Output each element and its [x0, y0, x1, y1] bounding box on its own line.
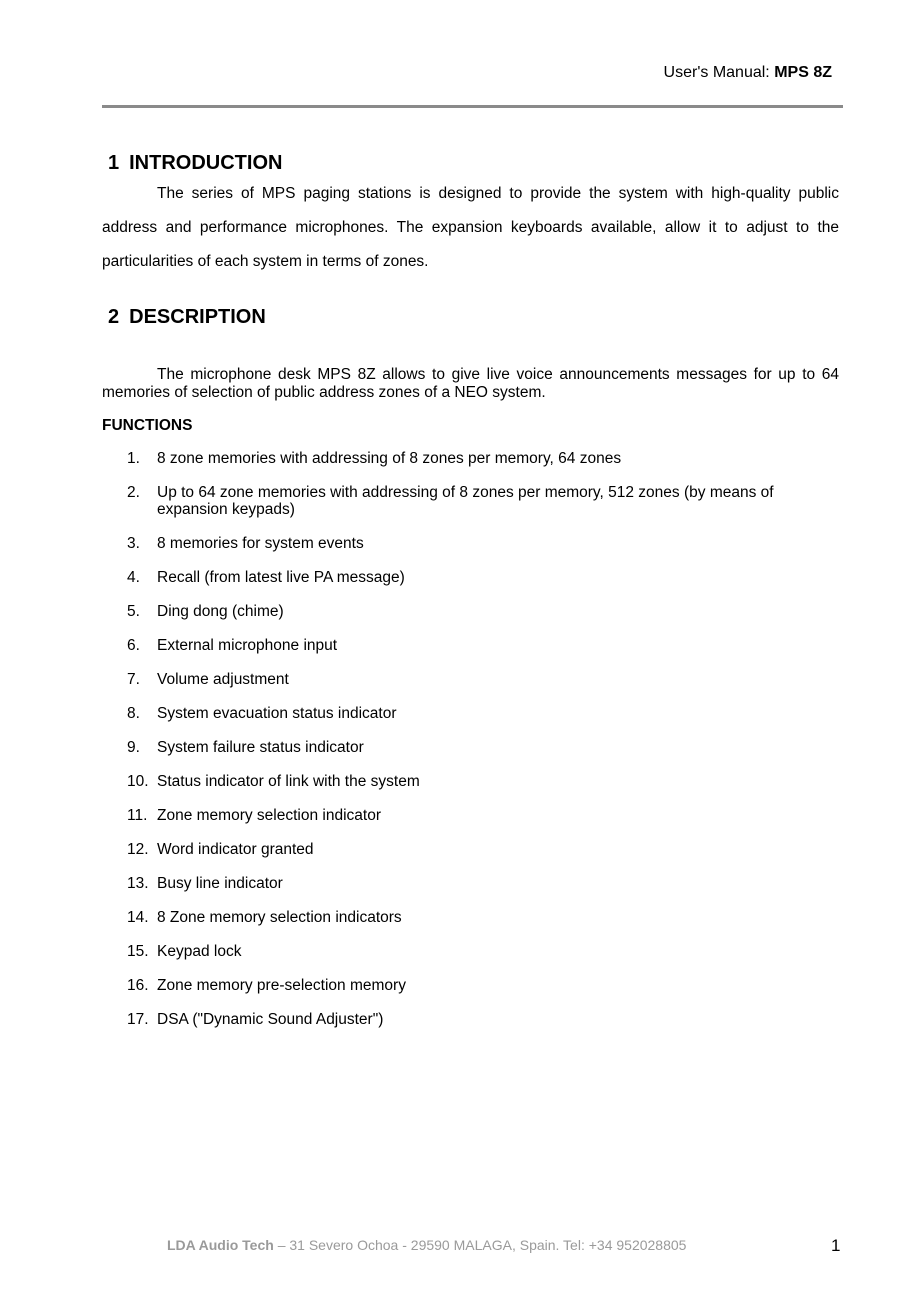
item-number: 6. — [127, 637, 140, 654]
list-item — [127, 705, 847, 722]
functions-list — [127, 450, 847, 1045]
list-item — [127, 637, 847, 654]
introduction-paragraph: The series of MPS paging stations is designed to provide the system with high-quality public address and performance microphones. The expansion keyboards available, allow it to adjust to the particularities of each system in terms of zones. — [102, 185, 839, 270]
item-text: External microphone input — [157, 637, 338, 654]
header-product: MPS 8Z — [774, 64, 832, 81]
item-text: Word indicator granted — [157, 841, 314, 858]
list-item — [127, 671, 847, 688]
item-text: 8 memories for system events — [157, 535, 364, 552]
footer-address: – 31 Severo Ochoa - 29590 MALAGA, Spain. Tel: +34 952028805 — [273, 1237, 687, 1253]
item-text: Ding dong (chime) — [157, 603, 284, 620]
section-heading-introduction — [108, 152, 282, 175]
list-item — [127, 875, 847, 892]
list-item — [127, 943, 847, 960]
item-number: 10. — [127, 773, 149, 790]
item-text: 8 Zone memory selection indicators — [157, 909, 402, 926]
section-number: 2 — [108, 306, 120, 328]
functions-heading: FUNCTIONS — [102, 417, 193, 434]
header-prefix: User's Manual: — [663, 64, 775, 81]
item-number: 17. — [127, 1011, 149, 1028]
item-number: 14. — [127, 909, 149, 926]
item-number: 2. — [127, 484, 140, 501]
page-footer — [167, 1237, 686, 1253]
item-number: 7. — [127, 671, 140, 688]
list-item — [127, 450, 847, 467]
list-item — [127, 773, 847, 790]
item-number: 3. — [127, 535, 140, 552]
item-text: Keypad lock — [157, 943, 242, 960]
item-text: Status indicator of link with the system — [157, 773, 420, 790]
item-number: 8. — [127, 705, 140, 722]
item-text: System evacuation status indicator — [157, 705, 397, 722]
footer-company: LDA Audio Tech — [167, 1237, 274, 1253]
item-text: Zone memory selection indicator — [157, 807, 381, 824]
list-item — [127, 977, 847, 994]
section-number: 1 — [108, 152, 120, 174]
item-text: 8 zone memories with addressing of 8 zones per memory, 64 zones — [157, 450, 622, 467]
section-title: INTRODUCTION — [129, 152, 283, 174]
list-item — [127, 1011, 847, 1028]
list-item — [127, 535, 847, 552]
item-number: 12. — [127, 841, 149, 858]
list-item — [127, 484, 847, 518]
page-number: 1 — [831, 1236, 841, 1255]
item-number: 13. — [127, 875, 149, 892]
item-number: 5. — [127, 603, 140, 620]
item-text: DSA ("Dynamic Sound Adjuster") — [157, 1011, 384, 1028]
item-text: Busy line indicator — [157, 875, 283, 892]
item-text: Volume adjustment — [157, 671, 289, 688]
item-text: Up to 64 zone memories with addressing of 8 zones per memory, 512 zones (by means of expansion keypads) — [157, 484, 774, 518]
item-number: 9. — [127, 739, 140, 756]
description-paragraph: The microphone desk MPS 8Z allows to give live voice announcements messages for up to 64 memories of selection of public address zones of a NEO system. — [102, 366, 839, 401]
item-number: 16. — [127, 977, 149, 994]
list-item — [127, 909, 847, 926]
page-header — [664, 64, 832, 82]
list-item — [127, 739, 847, 756]
section-heading-description — [108, 306, 266, 329]
header-divider — [102, 105, 843, 108]
item-text: System failure status indicator — [157, 739, 364, 756]
item-number: 11. — [127, 807, 148, 824]
list-item — [127, 569, 847, 586]
item-number: 4. — [127, 569, 140, 586]
item-text: Zone memory pre-selection memory — [157, 977, 406, 994]
list-item — [127, 807, 847, 824]
item-text: Recall (from latest live PA message) — [157, 569, 405, 586]
item-number: 1. — [127, 450, 140, 467]
list-item — [127, 603, 847, 620]
section-title: DESCRIPTION — [129, 306, 266, 328]
list-item — [127, 841, 847, 858]
item-number: 15. — [127, 943, 149, 960]
